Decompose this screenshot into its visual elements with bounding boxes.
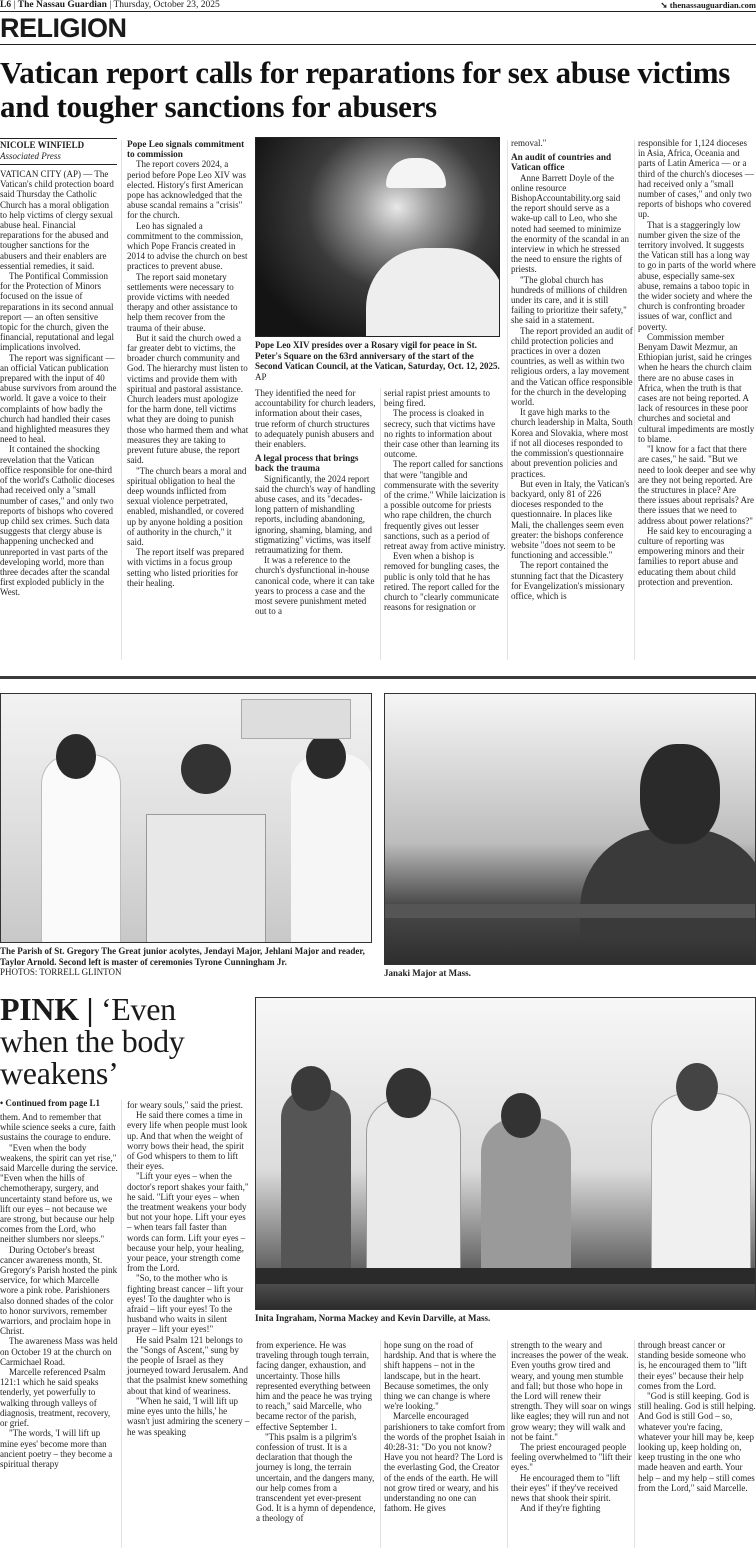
pew [385,904,756,918]
column-divider [634,140,635,660]
paragraph: The report covers 2024, a period before Pope Leo XIV was elected. History's first American pope has acknowledged that the abuse scandal remains a "crisis" for the church. [127,159,247,221]
article-column [511,138,633,601]
janaki-photo [384,693,756,965]
paragraph: But it said the church owed a far greater debt to victims, the broader church community and God. The hierarchy must listen to victims and provide them with spiritual and pastoral assistance. Church leaders must apologize for the harm done, tell victims what they are doing to punish those who harmed them and what measures they are taking to prevent future abuse, the report said. [127,332,249,466]
paragraph: from experience. He was traveling through tough terrain, facing danger, exhaustion, and uncertainty. Those hills represented everything between him and the peace he was trying to reach," said Marcelle, who became rector of the parish, effective September 1. [256,1340,372,1432]
article-column [127,1100,250,1437]
person-head [676,1063,718,1111]
photo-caption: Inita Ingraham, Norma Mackey and Kevin Darville, at Mass. [255,1313,491,1323]
paragraph: The process is cloaked in secrecy, such that victims have no rights to information about their case other than learning its outcome. [384,408,500,460]
zucchetto [386,158,446,188]
paragraph: "The church bears a moral and spiritual obligation to heal the deep wounds inflicted from sexual violence perpetrated, enabled, mishandled, or covered up by anyone holding a position of authority in the church," it said. [127,465,247,547]
acolyte-head [56,734,96,779]
paragraph: "God is still keeping. God is still healing. God is still helping. And God is still God – so, whatever you're facing, whatever your hill may be, keep looking up, keep holding on, keep trusting in the one who made heaven and earth. Your help – and my help – still comes from the Lord," said Marcelle. [638,1391,756,1493]
paragraph: Anne Barrett Doyle of the online resource BishopAccountability.org said the report should serve as a wake-up call to Leo, who she noted had seemed to minimize the enormity of the scandal in an interview in which he stressed the need to ensure the rights of priests. [511,172,629,275]
paragraph: removal." [511,138,547,148]
bullet-icon: • [0,1098,6,1108]
article-column [0,138,117,598]
paragraph: responsible for 1,124 dioceses in Asia, Africa, Oceania and parts of Latin America — or a third of the church's dioceses — had received only a "small number of cases," and only two reports of bishops who covered up. [638,138,754,220]
wall-plaque [241,699,351,739]
paragraph: "This psalm is a pilgrim's confession of trust. It is a declaration that though the journey is long, the terrain uncertain, and the dangers many, our help comes from a transcendent yet ever-present God. It is a hymn of dependence, a theology of [256,1431,376,1524]
paragraph: It was a reference to the church's dysfunctional in-house canonical code, where it can take years to process a case and the most severe punishment meted out to a [255,555,375,617]
issue-date: Thursday, October 23, 2025 [113,0,220,10]
photo-credit: AP [255,371,267,382]
person-head [386,1068,431,1118]
person-figure [651,1093,751,1283]
paragraph: He said Psalm 121 belongs to the "Songs of Ascent," sung by the people of Israel as they journeyed toward Jerusalem. And that the psalmist knew something about that kind of weariness. [127,1334,248,1396]
paragraph: "I know for a fact that there are cases," he said. "But we need to look deeper and see why are they not being reported. Are the structures in place? Are there issues about reprisals? Are there issues that we need to address about power relations?" [638,444,756,526]
white-cassock [366,248,500,337]
paragraph: He said key to encouraging a culture of reporting was empowering minors and their families to report abuse and educating them about child protection and prevention. [638,525,752,587]
page-header [0,0,756,12]
paragraph: During October's breast cancer awareness month, St. Gregory's Parish hosted the pink service, for which Marcelle wore a pink robe. Parishioners also donned shades of the color to honor survivors, remember warriors, and proclaim hope in Christ. [0,1244,118,1337]
acolyte-figure [291,754,372,943]
headline-kicker: PINK | [0,991,94,1027]
article-column [511,1340,633,1513]
column-divider [507,1340,508,1548]
column-divider [380,1340,381,1548]
paragraph: Significantly, the 2024 report said the church's way of handling abuse cases, and its "decades-long pattern of mishandling reports, including abandoning, ignoring, shaming, blaming, and stigmatizing" victims, was itself retraumatizing for them. [255,473,376,556]
article-column [638,138,756,587]
site-link[interactable] [661,0,756,11]
person-figure [281,1088,351,1278]
subhead: Pope Leo signals commitment to commission [127,139,245,160]
paragraph: "Even when the body weakens, the spirit can yet rise," said Marcelle during the service. "Even when the hills of chemotherapy, surgery, and uncertainty stand before us, we lift our eyes – not because we are strong, but because our help comes from the Lord, who neither slumbers nor sleeps." [0,1142,118,1245]
continued-from[interactable] [0,1098,118,1109]
paragraph: It gave high marks to the church leadership in Malta, South Korea and Slovakia, where most if not all dioceses responded to the commission's questionnaire about prevention policies and practices. [511,407,633,479]
byline-author: NICOLE WINFIELD [0,140,85,150]
paragraph: The priest encouraged people feeling overwhelmed to "lift their eyes." [511,1442,632,1473]
paragraph: Even when a bishop is removed for bungling cases, the public is only told that he has retired. The report called for the church to "clearly communicate reasons for resignation or [384,551,500,613]
caption-text: The Parish of St. Gregory The Great junior acolytes, Jendayi Major, Jehlani Major and reader, Taylor Arnold. Second left is master of ceremonies Tyrone Cunningham Jr. [0,946,365,967]
caption-text: Pope Leo XIV presides over a Rosary vigil for peace in St. Peter's Square on the 63rd anniversary of the start of the Second Vatican Council, at the Vatican, Saturday, Oct. 12, 2025. [255,340,500,372]
person-head [291,1066,331,1111]
continued-text: Continued from page L1 [5,1098,100,1108]
paragraph: The Pontifical Commission for the Protection of Minors focused on the issue of reparations in its second annual report — an often sensitive topic for the church, given the financial, reputational and legal implications involved. [0,271,114,353]
subhead: A legal process that brings back the trauma [255,453,359,474]
section-title: RELIGION [0,13,127,43]
paragraph: The report contained the stunning fact that the Dicastery for Evangelization's missionary office, which is [511,560,625,601]
byline [0,138,117,165]
paragraph: The report was significant — an official Vatican publication prepared with the input of 40 abuse survivors from around the world. It gave a voice to their complaints of how badly the church had handled their cases and highlighted measures they need to heal. [0,352,117,445]
paragraph: "So, to the mother who is fighting breast cancer – lift your eyes! To the daughter who is afraid – lift your eyes! To the husband who waits in silent prayer – lift your eyes!" [127,1273,244,1335]
altar [146,814,266,943]
article-column [255,388,377,616]
subhead: An audit of countries and Vatican office [511,152,612,173]
reader-head [181,744,231,794]
paragraph: serial rapist priest amounts to being fired. [384,388,490,409]
paragraph: Marcelle referenced Psalm 121:1 which he said speaks tenderly, yet powerfully to walking through valleys of diagnosis, treatment, recovery, or grief. [0,1367,111,1429]
paragraph: "The global church has hundreds of millions of children under its care, and it is still failing to prioritize their safety," she said in a statement. [511,274,627,326]
pope-leo-photo [255,137,500,337]
person-figure [481,1118,571,1283]
paragraph: Leo has signaled a commitment to the commission, which Pope Francis created in 2014 to advise the church on best practices to prevent abuse. [127,220,248,272]
photo-caption: Janaki Major at Mass. [384,968,471,978]
paragraph: That is a staggeringly low number given the size of the territory involved. It suggests the Vatican still has a long way to go in parts of the world where abuse, especially same-sex abuse, remains a taboo topic in the wider society and where the church is confronting broader issues of war, conflict and poverty. [638,219,756,332]
acolytes-photo [0,693,372,943]
photo-caption [0,946,372,978]
headline-text: ‘Even when the body weakens’ [0,991,185,1091]
page-number: L6 [0,0,12,10]
mass-photo [255,997,756,1310]
paragraph: They identified the need for accountability for church leaders, information about their cases, true reform of church structures to adequately punish abusers and their enablers. [255,388,376,450]
paragraph: The report provided an audit of child protection policies and practices in over a dozen countries, as well as within two religious orders, a lay movement and the Vatican office responsible for the church in the developing world. [511,325,633,408]
paper-name: The Nassau Guardian [17,0,107,10]
site-url: thenassauguardian.com [669,0,756,10]
paragraph: It contained the shocking revelation that the Vatican office responsible for one-third of the world's Catholic dioceses had received only a "small number of cases," and only two reports of bishops who covered up child sex crimes. Such data suggests that clergy abuse is happening unchecked and unreported in vast parts of the developing world, more than three decades after the scandal first exploded publicly in the West. [0,444,115,598]
paragraph: He encouraged them to "lift their eyes" if they've received news that shook their spirit. [511,1472,621,1504]
column-divider [121,140,122,660]
story-headline: Vatican report calls for reparations for sex abuse victims and tougher sanctions for abusers [0,55,730,124]
paragraph: He said there comes a time in every life when people must look up. And that when the weight of worry bows their head, the spirit of God whispers to them to lift their eyes. [127,1110,248,1172]
paragraph: strength to the weary and increases the power of the weak. Even youths grow tired and weary, and young men stumble and fall; but those who hope in the Lord will renew their strength. They will soar on wings like eagles; they will run and not grow weary; they will walk and not be faint." [511,1340,632,1442]
paragraph: through breast cancer or standing beside someone who is, he encouraged them to "lift their eyes" because their help comes from the Lord. [638,1340,747,1391]
person-figure [366,1098,461,1283]
paragraph: Marcelle encouraged parishioners to take comfort from the words of the prophet Isaiah in 40:28-31: "Do you not know? Have you not heard? The Lord is the everlasting God, the Creator of the ends of the earth. He will not grow tired or weary, and his understanding no one can fathom. He gives [384,1411,505,1514]
person-head [501,1093,541,1138]
paragraph: The report itself was prepared with victims in a focus group setting who listed priorities for their healing. [127,547,244,588]
paragraph: "When he said, 'I will lift up mine eyes unto the hills,' he wasn't just admiring the scenery – he was speaking [127,1395,250,1437]
article-column [0,1098,118,1469]
article-column [256,1340,378,1524]
column-divider [121,1100,122,1548]
article-column [638,1340,756,1493]
arrow-icon: ➘ [660,0,670,10]
byline-organization: Associated Press [0,150,61,161]
paragraph: "The words, 'I will lift up mine eyes' become more than ancient poetry – they become a spiritual therapy [0,1428,113,1469]
paragraph: But even in Italy, the Vatican's backyard, only 81 of 226 dioceses responded to the questionnaire. In places like Mali, the challenges seem even greater: the bishops conference website "does not seem to be functioning and accessible." [511,478,630,561]
paragraph: hope sung on the road of hardship. And that is where the shift happens – not in the landscape, but in the heart. Because sometimes, the only thing we can change is where we're looking." [384,1340,496,1412]
article-column [384,1340,506,1513]
paragraph: And if they're fighting [520,1503,601,1514]
paragraph: VATICAN CITY (AP) — The Vatican's child protection board said Thursday the Catholic Church has a moral obligation to help victims of clergy sexual abuse heal. Financial reparations for the abused and tougher sanctions for the abusers and their enablers are essential remedies, it said. [0,169,114,271]
article-column [384,388,506,612]
paragraph: them. And to remember that while science seeks a cure, faith sustains the courage to endure. [0,1112,116,1143]
column-divider [380,388,381,660]
column-divider [507,140,508,660]
acolyte-figure [41,754,121,943]
story-headline [0,993,250,1089]
section-divider [0,676,756,679]
paragraph: The report said monetary settlements were necessary to provide victims with needed therapy and other assistance to help them recover from the trauma of their abuse. [127,271,238,333]
paragraph: The awareness Mass was held on October 19 at the church on Carmichael Road. [0,1336,118,1367]
divider [0,44,756,45]
paragraph: Commission member Benyam Dawit Mezmur, an Ethiopian jurist, said he cringes when he hears the church claim there are no abuse cases in Africa, when the truth is that cases are not being reported. A lack of resources in these poor churches and societal and cultural impediments are mostly to blame. [638,331,755,444]
woman-head [640,744,720,844]
acolyte-head [306,734,346,779]
paragraph: for weary souls," said the priest. [127,1100,243,1110]
paragraph: "Lift your eyes – when the doctor's report shakes your faith," he said. "Lift your eyes – when the treatment weakens your body but not your hope. Lift your eyes – when tears fall faster than words can form. Lift your eyes – because your help, your healing, your peace, your strength come from the Lord. [127,1171,249,1274]
folio: L6 | The Nassau Guardian | Thursday, October 23, 2025 [0,0,220,10]
woman-figure [580,829,756,939]
column-divider [634,1340,635,1548]
pew [256,1268,756,1284]
photo-credit: PHOTOS: TORRELL GLINTON [0,967,122,978]
article-column [127,139,249,588]
photo-caption [255,340,503,382]
paragraph: The report called for sanctions that were "tangible and commensurate with the severity of the crime." While laicization is a possible outcome for priests who rape children, the church frequently gives out lesser sanctions, such as a period of retreat away from active ministry. [384,459,506,552]
